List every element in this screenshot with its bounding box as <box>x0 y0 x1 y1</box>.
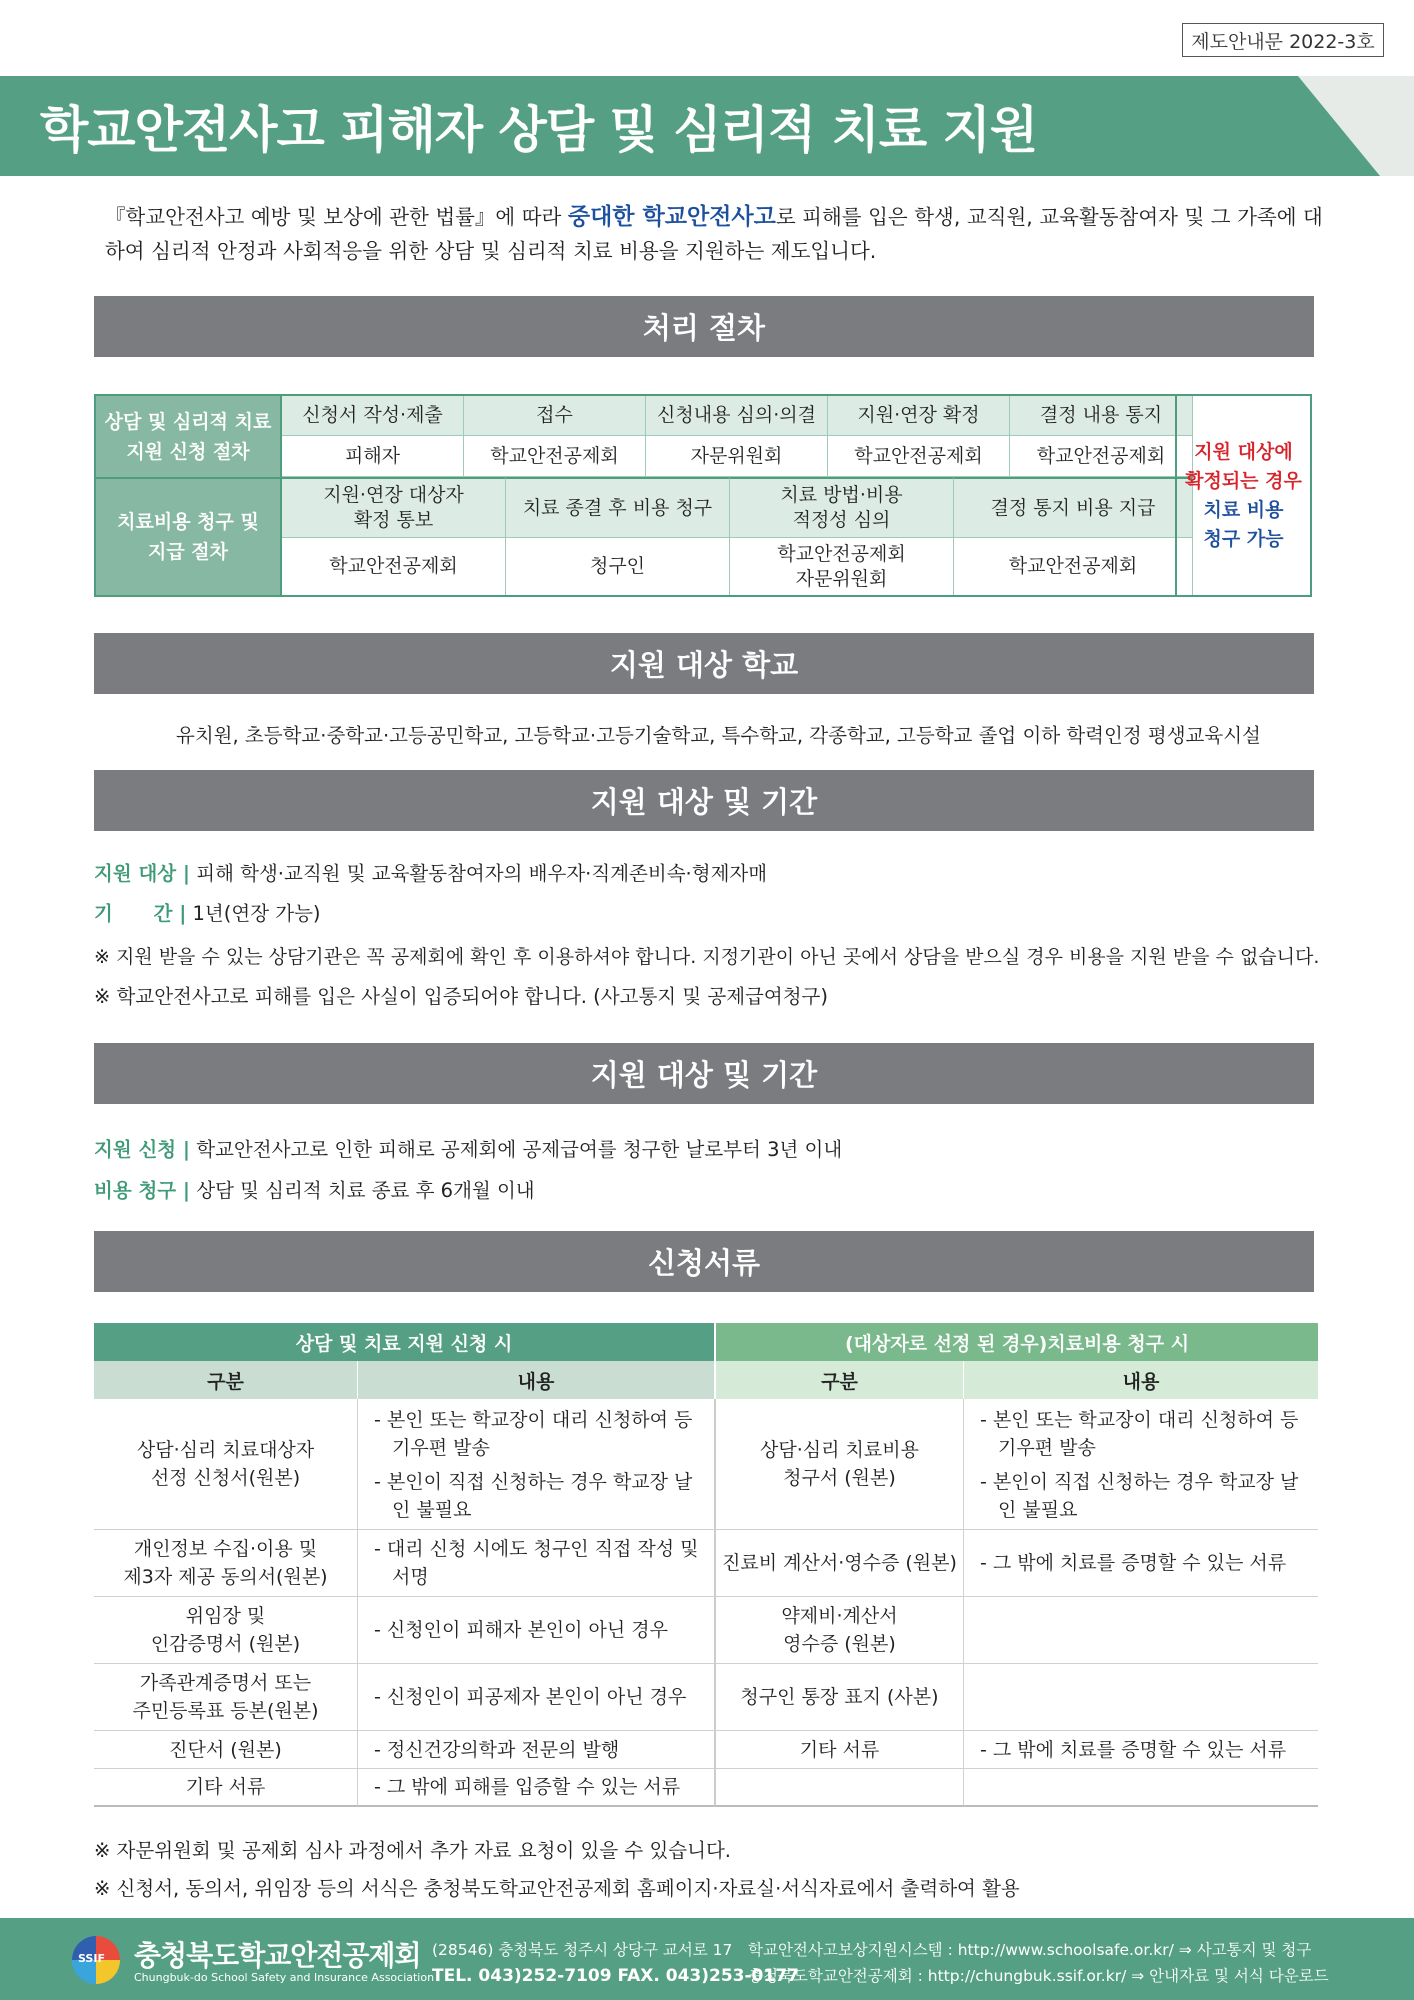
doc-type <box>94 1664 358 1731</box>
claim-note <box>1175 396 1310 595</box>
footnote-1: ※ 자문위원회 및 공제회 심사 과정에서 추가 자료 요청이 있을 수 있습니다. <box>94 1839 731 1862</box>
footer-links <box>748 1937 1329 1989</box>
period-line <box>94 898 321 926</box>
col-content-header: 내용 <box>964 1361 1318 1399</box>
schools-text: 유치원, 초등학교·중학교·고등공민학교, 고등학교·고등기술학교, 특수학교, 각종학교, 고등학교 졸업 이하 학력인정 평생교육시설 <box>176 724 1261 747</box>
target-note-2: ※ 학교안전사고로 피해를 입은 사실이 입증되어야 합니다. (사고통지 및 공제급여청구) <box>94 985 828 1008</box>
doc-content-item: - 본인 또는 학교장이 대리 신청하여 등기우편 발송 <box>980 1409 1299 1459</box>
doc-type-line: 인감증명서 (원본) <box>150 1633 301 1655</box>
logo-text: SSIF <box>78 1952 105 1965</box>
doc-type <box>94 1597 358 1664</box>
doc-type <box>714 1399 964 1530</box>
row2-actor-line: 자문위원회 <box>795 567 888 590</box>
period-label: 기 간 | <box>94 902 187 925</box>
apply-text: 학교안전사고로 인한 피해로 공제회에 공제급여를 청구한 날로부터 3년 이내 <box>190 1138 843 1161</box>
doc-type <box>714 1597 964 1664</box>
row2-step-line: 결정 통지 비용 지급 <box>990 496 1156 519</box>
section-target-header: 지원 대상 및 기간 <box>94 770 1314 831</box>
doc-type-line: 가족관계증명서 또는 <box>139 1672 312 1694</box>
doc-type-line: 영수증 (원본) <box>783 1633 896 1655</box>
doc-content <box>358 1399 714 1530</box>
target-text: 피해 학생·교직원 및 교육활동참여자의 배우자·직계존비속·형제자매 <box>190 862 768 885</box>
target-note-1: ※ 지원 받을 수 있는 상담기관은 꼭 공제회에 확인 후 이용하셔야 합니다. 지정기관이 아닌 곳에서 상담을 받으실 경우 비용을 지원 받을 수 없습니다. <box>94 946 1320 968</box>
col-content-header: 내용 <box>358 1361 714 1399</box>
page-title: 학교안전사고 피해자 상담 및 심리적 치료 지원 <box>40 101 1038 159</box>
doc-type-empty <box>714 1769 964 1807</box>
target-line <box>94 858 767 886</box>
row2-step <box>954 477 1193 538</box>
row1-step: 접수 <box>464 396 646 436</box>
footer-link-schoolsafe[interactable]: 학교안전사고보상지원시스템 : http://www.schoolsafe.or.kr/ ⇒ 사고통지 및 청구 <box>748 1941 1312 1959</box>
doc-content <box>964 1399 1318 1530</box>
doc-type-line: 개인정보 수집·이용 및 <box>133 1538 318 1560</box>
row2-actor <box>282 538 506 595</box>
claim-label: 비용 청구 | <box>94 1179 191 1202</box>
doc-type: 진단서 (원본) <box>94 1731 358 1769</box>
doc-type-line: 제3자 제공 동의서(원본) <box>123 1566 328 1588</box>
doc-type-line: 상담·심리 치료비용 <box>760 1439 919 1461</box>
target-label: 지원 대상 | <box>94 862 191 885</box>
row2-label <box>96 477 282 595</box>
row1-actor: 자문위원회 <box>646 436 828 477</box>
row1-actor: 피해자 <box>282 436 464 477</box>
doc-type <box>94 1399 358 1530</box>
row2-actor <box>730 538 954 595</box>
row2-step <box>730 477 954 538</box>
intro-highlight: 중대한 학교안전사고 <box>567 204 776 230</box>
claim-note-line: 청구 가능 <box>1203 527 1284 550</box>
doc-content-item: - 대리 신청 시에도 청구인 직접 작성 및 서명 <box>374 1538 699 1588</box>
footer <box>0 1918 1414 2000</box>
row1-step: 결정 내용 통지 <box>1010 396 1193 436</box>
row1-step: 신청서 작성·제출 <box>282 396 464 436</box>
footer-phone: TEL. 043)252-7109 FAX. 043)253-0177 <box>432 1966 799 1986</box>
doc-content-empty <box>964 1769 1318 1807</box>
row2-actor <box>954 538 1193 595</box>
claim-note-line: 확정되는 경우 <box>1185 469 1302 492</box>
process-table <box>94 394 1312 597</box>
row1-actor: 학교안전공제회 <box>464 436 646 477</box>
section-process-header: 처리 절차 <box>94 296 1314 357</box>
row1-actor: 학교안전공제회 <box>1010 436 1193 477</box>
doc-content-item: - 본인이 직접 신청하는 경우 학교장 날인 불필요 <box>980 1471 1299 1521</box>
doc-type: 청구인 통장 표지 (사본) <box>714 1664 964 1731</box>
row2-actor-line: 청구인 <box>589 555 646 577</box>
apply-label: 지원 신청 | <box>94 1138 191 1161</box>
doc-content: - 신청인이 피공제자 본인이 아닌 경우 <box>358 1664 714 1731</box>
intro-text-1: 『학교안전사고 예방 및 보상에 관한 법률』에 따라 <box>105 205 568 229</box>
right-header: (대상자로 선정 된 경우)치료비용 청구 시 <box>714 1323 1318 1361</box>
claim-note-line: 치료 비용 <box>1203 498 1284 521</box>
row2-step-line: 지원·연장 대상자 <box>323 484 464 506</box>
footer-link-ssif[interactable]: 충청북도학교안전공제회 : http://chungbuk.ssif.or.kr/ ⇒ 안내자료 및 서식 다운로드 <box>748 1967 1329 1985</box>
claim-text: 상담 및 심리적 치료 종료 후 6개월 이내 <box>190 1179 535 1202</box>
title-banner <box>0 76 1414 176</box>
doc-type-line: 위임장 및 <box>185 1605 266 1627</box>
row1-label-line1: 상담 및 심리적 치료 <box>104 410 272 433</box>
document-number: 제도안내문 2022-3호 <box>1182 23 1384 57</box>
intro-paragraph <box>105 200 1335 268</box>
doc-content: - 신청인이 피해자 본인이 아닌 경우 <box>358 1597 714 1664</box>
doc-content-empty <box>964 1664 1318 1731</box>
doc-type: 기타 서류 <box>94 1769 358 1807</box>
row2-step-line: 치료 종결 후 비용 청구 <box>522 496 713 519</box>
doc-type-line: 상담·심리 치료대상자 <box>136 1439 315 1461</box>
row1-actor: 학교안전공제회 <box>828 436 1010 477</box>
section-documents-header: 신청서류 <box>94 1231 1314 1292</box>
doc-type <box>94 1530 358 1597</box>
doc-content: - 그 밖에 치료를 증명할 수 있는 서류 <box>964 1530 1318 1597</box>
apply-deadline-line <box>94 1134 842 1162</box>
doc-type-line: 청구서 (원본) <box>783 1467 896 1489</box>
claim-note-line: 지원 대상에 <box>1194 440 1293 463</box>
footnote-2: ※ 신청서, 동의서, 위임장 등의 서식은 충청북도학교안전공제회 홈페이지·자료실·서식자료에서 출력하여 활용 <box>94 1877 1020 1900</box>
row2-label-line1: 치료비용 청구 및 <box>117 511 259 533</box>
doc-content: - 그 밖에 피해를 입증할 수 있는 서류 <box>358 1769 714 1807</box>
organization-logo-icon <box>72 1936 120 1984</box>
footer-contact <box>432 1937 799 1989</box>
period-text: 1년(연장 가능) <box>186 902 321 925</box>
row1-step: 신청내용 심의·의결 <box>646 396 828 436</box>
row2-actor <box>506 538 730 595</box>
row2-step <box>282 477 506 538</box>
intro-text-2: 로 피해를 입은 학생, 교직원, 교육활동참여자 및 그 가족에 대하여 심리적 안정과 사회적응을 위한 상담 및 심리적 치료 비용을 지원하는 제도입니다. <box>105 205 1323 263</box>
doc-content-item: - 본인 또는 학교장이 대리 신청하여 등기우편 발송 <box>374 1409 693 1459</box>
row2-step <box>506 477 730 538</box>
row2-step-line: 치료 방법·비용 <box>780 484 903 506</box>
footer-address: (28546) 충청북도 청주시 상당구 교서로 17 <box>432 1941 733 1959</box>
doc-content: - 정신건강의학과 전문의 발행 <box>358 1731 714 1769</box>
organization-name-en: Chungbuk-do School Safety and Insurance Association <box>134 1971 435 1984</box>
left-header: 상담 및 치료 지원 신청 시 <box>94 1323 714 1361</box>
col-type-header: 구분 <box>94 1361 358 1399</box>
row2-actor-line: 학교안전공제회 <box>1008 555 1138 577</box>
section-deadline-header: 지원 대상 및 기간 <box>94 1043 1314 1104</box>
row2-actor-line: 학교안전공제회 <box>329 555 458 577</box>
doc-type-line: 약제비·계산서 <box>781 1605 898 1627</box>
row1-label <box>96 396 282 477</box>
organization-name: 충청북도학교안전공제회 <box>134 1939 421 1972</box>
row1-step: 지원·연장 확정 <box>828 396 1010 436</box>
claim-deadline-line <box>94 1175 535 1203</box>
row2-actor-line: 학교안전공제회 <box>777 542 906 565</box>
row2-step-line: 확정 통보 <box>353 509 434 531</box>
doc-type: 기타 서류 <box>714 1731 964 1769</box>
doc-content-empty <box>964 1597 1318 1664</box>
doc-type: 진료비 계산서·영수증 (원본) <box>714 1530 964 1597</box>
doc-content: - 그 밖에 치료를 증명할 수 있는 서류 <box>964 1731 1318 1769</box>
col-type-header: 구분 <box>714 1361 964 1399</box>
doc-content-item: - 본인이 직접 신청하는 경우 학교장 날인 불필요 <box>374 1471 693 1521</box>
doc-content <box>358 1530 714 1597</box>
row2-step-line: 적정성 심의 <box>792 509 891 531</box>
doc-type-line: 선정 신청서(원본) <box>150 1467 301 1489</box>
section-schools-header: 지원 대상 학교 <box>94 633 1314 694</box>
row2-label-line2: 지급 절차 <box>147 541 229 563</box>
row1-label-line2: 지원 신청 절차 <box>126 440 250 463</box>
doc-type-line: 주민등록표 등본(원본) <box>132 1700 319 1722</box>
